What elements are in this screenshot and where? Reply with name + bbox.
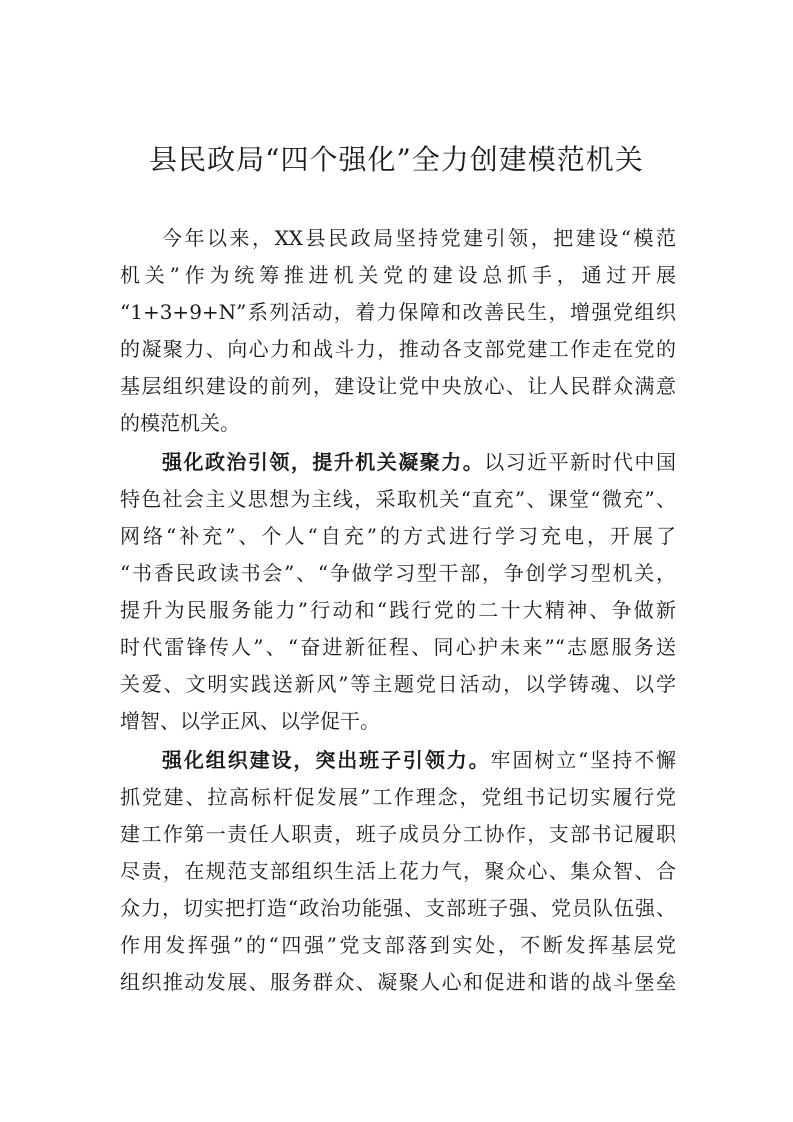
text-line (120, 666, 676, 703)
line-text: 的模范机关。 (120, 411, 240, 435)
text-line (120, 518, 676, 555)
text-line (120, 629, 676, 666)
line-text: 基层组织建设的前列，建设让党中央放心、让人民群众满意 (120, 374, 676, 398)
text-line (120, 405, 676, 442)
line-text: 的凝聚力、向心力和战斗力，推动各支部党建工作走在党的 (120, 337, 676, 361)
paragraph (120, 444, 676, 740)
line-text: 提升为民服务能力”行动和“践行党的二十大精神、争做新 (120, 598, 676, 622)
line-text: 牢固树立“坚持不懈 (490, 748, 676, 772)
text-line (120, 444, 676, 481)
text-line (120, 294, 676, 331)
text-line (120, 927, 676, 964)
text-line (120, 220, 676, 257)
paragraph (120, 742, 676, 1001)
paragraph-heading: 强化组织建设，突出班子引领力。 (162, 748, 491, 772)
text-line (120, 703, 676, 740)
text-line (120, 555, 676, 592)
paragraph (120, 220, 676, 442)
line-text: 以习近平新时代中国 (484, 450, 677, 474)
line-text: 建工作第一责任人职责，班子成员分工协作，支部书记履职 (120, 822, 676, 846)
text-line (120, 331, 676, 368)
text-line (120, 481, 676, 518)
line-text: 组织推动发展、服务群众、凝聚人心和促进和谐的战斗堡垒 (120, 970, 676, 994)
document-title: 县民政局“四个强化”全力创建模范机关 (149, 143, 644, 176)
text-line (120, 779, 676, 816)
text-line (120, 816, 676, 853)
line-text: 关爱、文明实践送新风”等主题党日活动，以学铸魂、以学 (120, 672, 676, 696)
line-text: “1+3+9+N”系列活动，着力保障和改善民生，增强党组织 (120, 300, 676, 324)
line-text: 抓党建、拉高标杆促发展”工作理念，党组书记切实履行党 (120, 785, 676, 809)
line-text: 今年以来，XX县民政局坚持党建引领，把建设“模范 (162, 226, 676, 250)
line-text: 众力，切实把打造“政治功能强、支部班子强、党员队伍强、 (120, 896, 676, 920)
line-text: 尽责，在规范支部组织生活上花力气，聚众心、集众智、合 (120, 859, 676, 883)
document-body (120, 220, 676, 1003)
line-text: 机关”作为统筹推进机关党的建设总抓手，通过开展 (120, 263, 676, 287)
line-text: 特色社会主义思想为主线，采取机关“直充”、课堂“微充”、 (120, 487, 676, 511)
text-line (120, 964, 676, 1001)
line-text: 作用发挥强”的“四强”党支部落到实处，不断发挥基层党 (120, 933, 676, 957)
line-text: 时代雷锋传人”、“奋进新征程、同心护未来”“志愿服务送 (120, 635, 676, 659)
paragraph-heading: 强化政治引领，提升机关凝聚力。 (162, 450, 485, 474)
line-text: 增智、以学正风、以学促干。 (120, 709, 380, 733)
text-line (120, 257, 676, 294)
line-text: “书香民政读书会”、“争做学习型干部，争创学习型机关， (120, 561, 676, 585)
text-line (120, 890, 676, 927)
line-text: 网络“补充”、个人“自充”的方式进行学习充电，开展了 (120, 524, 676, 548)
text-line (120, 592, 676, 629)
text-line (120, 368, 676, 405)
text-line (120, 742, 676, 779)
text-line (120, 853, 676, 890)
